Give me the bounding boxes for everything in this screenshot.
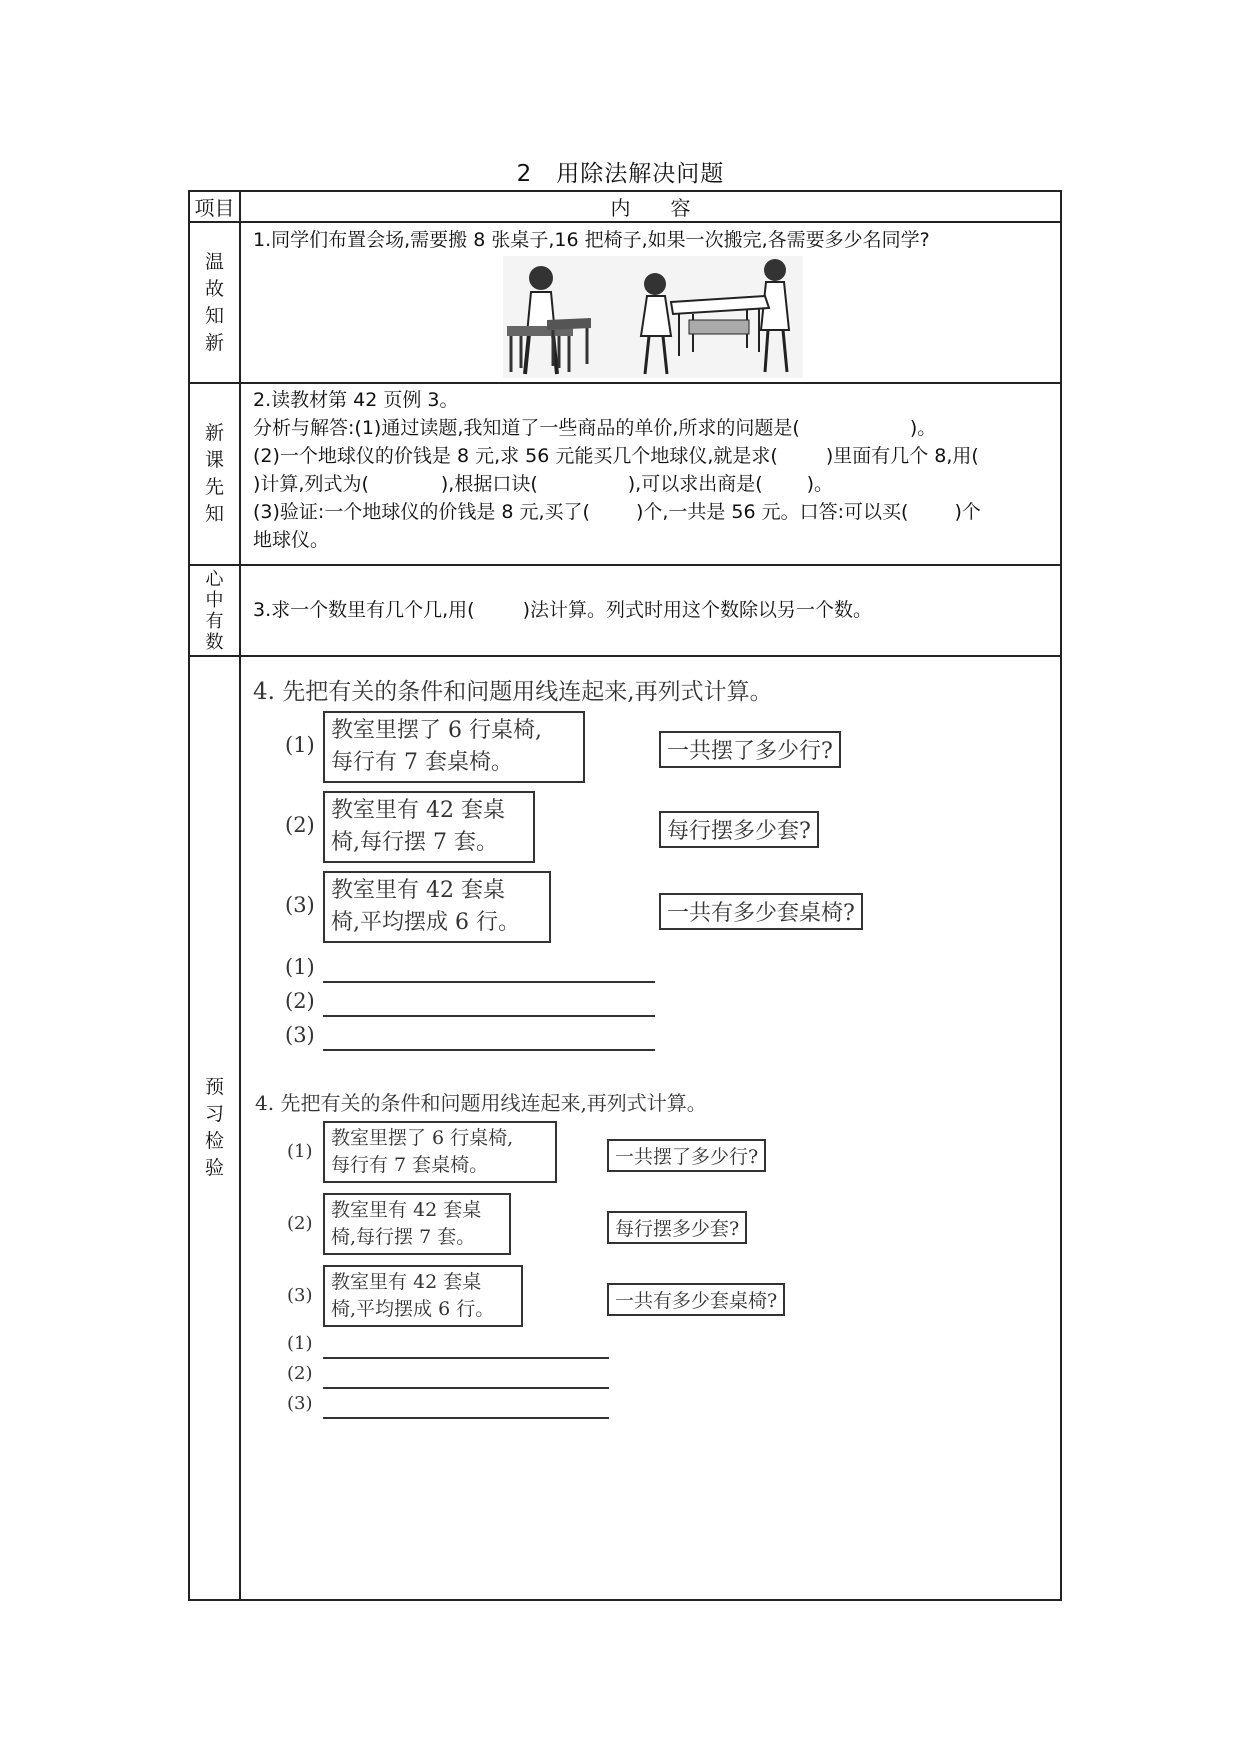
label-char: 故 [204, 277, 224, 300]
question-box[interactable]: 每行摆多少套? [607, 1211, 747, 1244]
text-part: )个 [954, 501, 981, 523]
line-2 [253, 414, 1050, 442]
text-part: ),可以求出商是( [627, 473, 763, 495]
item-number: (1) [287, 1141, 313, 1162]
answer-line[interactable] [323, 957, 655, 983]
answer-line[interactable] [323, 1025, 655, 1051]
label-char: 数 [205, 631, 224, 653]
condition-box[interactable] [323, 791, 535, 863]
item-number: (1) [285, 733, 315, 757]
label-char: 新 [204, 422, 224, 444]
item-number: (2) [285, 813, 315, 837]
text-part: )。 [909, 417, 937, 439]
text-part: ),根据口诀( [440, 473, 538, 495]
review-content [240, 222, 1061, 383]
item-number: (2) [287, 1213, 313, 1234]
row-check [189, 656, 1061, 1600]
children-carrying-furniture-illustration [503, 256, 803, 378]
worksheet-table [188, 190, 1062, 1601]
text-part: 3.求一个数里有几个几,用( [253, 599, 475, 621]
answer-line[interactable] [323, 1365, 609, 1389]
header-row [189, 191, 1061, 222]
label-char: 知 [204, 304, 224, 327]
item-number: (3) [287, 1285, 313, 1306]
row-summary [189, 565, 1061, 656]
condition-line: 教室里有 42 套桌 [331, 1199, 482, 1221]
row-review [189, 222, 1061, 383]
answer-number: (2) [287, 1363, 313, 1384]
question-box[interactable]: 一共摆了多少行? [607, 1139, 766, 1172]
condition-line: 椅,平均摆成 6 行。 [331, 1298, 495, 1320]
line-3 [253, 442, 1050, 470]
condition-box[interactable] [323, 1193, 511, 1255]
condition-line: 椅,平均摆成 6 行。 [331, 910, 520, 935]
row-preview [189, 383, 1061, 565]
label-char: 预 [204, 1076, 224, 1098]
question-1-text: 1.同学们布置会场,需要搬 8 张桌子,16 把椅子,如果一次搬完,各需要多少名同学? [253, 229, 930, 251]
item-number: (3) [285, 893, 315, 917]
label-char: 新 [204, 331, 224, 354]
label-char: 习 [204, 1103, 224, 1125]
summary-content [240, 565, 1061, 656]
question-box[interactable]: 每行摆多少套? [659, 811, 819, 848]
label-char: 温 [204, 250, 224, 273]
label-char: 有 [205, 610, 224, 632]
question-box[interactable]: 一共有多少套桌椅? [659, 893, 863, 930]
header-content: 内 容 [240, 191, 1061, 222]
condition-box[interactable] [323, 871, 551, 943]
answer-number: (3) [287, 1393, 313, 1414]
label-char: 心 [205, 568, 224, 590]
condition-box[interactable] [323, 711, 585, 783]
condition-line: 椅,每行摆 7 套。 [331, 830, 498, 855]
line-5 [253, 498, 1050, 526]
condition-line: 教室里摆了 6 行桌椅, [331, 1127, 514, 1149]
condition-line: 教室里有 42 套桌 [331, 1271, 482, 1293]
condition-line: 每行有 7 套桌椅。 [331, 1154, 489, 1176]
text-part: )计算,列式为( [253, 473, 369, 495]
text-part: )里面有几个 8,用( [825, 445, 979, 467]
answer-line[interactable] [323, 991, 655, 1017]
line-1: 2.读教材第 42 页例 3。 [253, 389, 459, 411]
text-part: )。 [806, 473, 834, 495]
answer-number: (3) [285, 1023, 315, 1047]
check-content [240, 656, 1061, 1600]
answer-number: (1) [285, 955, 315, 979]
header-item: 项目 [189, 191, 240, 222]
text-part: (2)一个地球仪的价钱是 8 元,求 56 元能买几个地球仪,就是求( [253, 445, 778, 467]
answer-line[interactable] [323, 1395, 609, 1419]
label-char: 知 [204, 503, 224, 525]
label-summary [189, 565, 240, 656]
condition-line: 每行有 7 套桌椅。 [331, 750, 513, 775]
condition-box[interactable] [323, 1121, 557, 1183]
line-6: 地球仪。 [253, 529, 330, 551]
condition-line: 椅,每行摆 7 套。 [331, 1226, 476, 1248]
label-check [189, 656, 240, 1600]
answer-line[interactable] [323, 1335, 609, 1359]
text-part: )法计算。列式时用这个数除以另一个数。 [522, 599, 873, 621]
exercise-heading: 4. 先把有关的条件和问题用线连起来,再列式计算。 [255, 1091, 707, 1115]
label-char: 先 [204, 476, 224, 498]
answer-number: (1) [287, 1333, 313, 1354]
condition-line: 教室里有 42 套桌 [331, 878, 505, 903]
label-review [189, 222, 240, 383]
text-part: (3)验证:一个地球仪的价钱是 8 元,买了( [253, 501, 590, 523]
exercise-area [241, 657, 1060, 1597]
condition-box[interactable] [323, 1265, 523, 1327]
label-char: 中 [205, 589, 224, 611]
page-title: 2 用除法解决问题 [516, 161, 725, 187]
text-part: )个,一共是 56 元。口答:可以买( [635, 501, 909, 523]
preview-content [240, 383, 1061, 565]
text-part: 分析与解答:(1)通过读题,我知道了一些商品的单价,所求的问题是( [253, 417, 800, 439]
label-preview [189, 383, 240, 565]
condition-line: 教室里有 42 套桌 [331, 798, 505, 823]
question-box[interactable]: 一共有多少套桌椅? [607, 1283, 785, 1316]
condition-line: 教室里摆了 6 行桌椅, [331, 718, 542, 743]
label-char: 验 [204, 1157, 224, 1179]
question-box[interactable]: 一共摆了多少行? [659, 731, 841, 768]
exercise-heading: 4. 先把有关的条件和问题用线连起来,再列式计算。 [253, 679, 773, 705]
answer-number: (2) [285, 989, 315, 1013]
label-char: 课 [204, 449, 224, 471]
line-4 [253, 470, 1050, 498]
label-char: 检 [204, 1130, 224, 1152]
